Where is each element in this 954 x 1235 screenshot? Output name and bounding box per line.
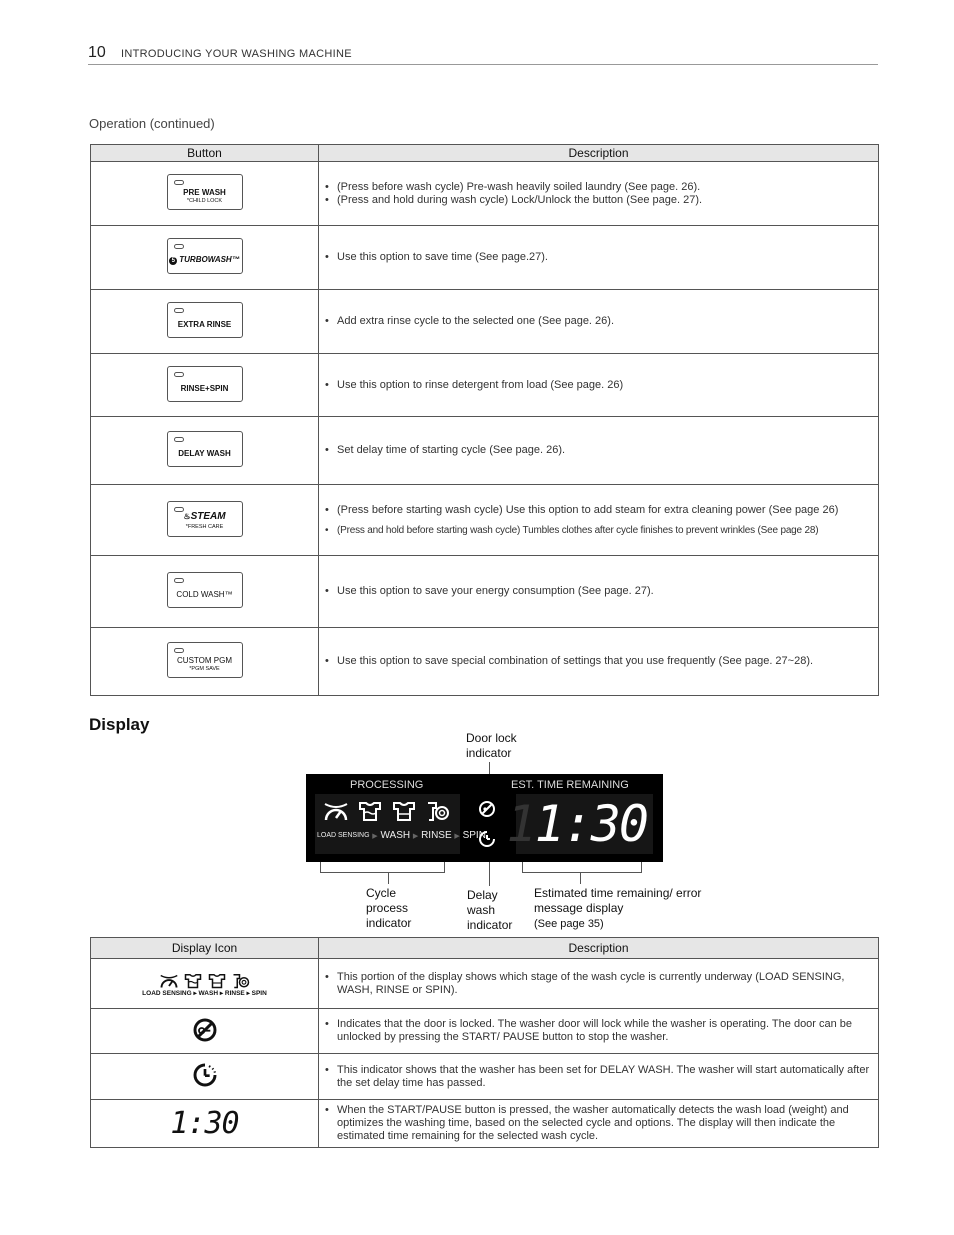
custom-pgm-button-icon	[167, 642, 243, 678]
cycle-stage-icons	[323, 798, 451, 824]
description-cell: • (Press before starting wash cycle) Use this option to add steam for extra cleaning power (See page 26) • (Press and hold before starting wash cycle) Tumbles clothes after cycle finishes to prevent wrinkles (See page 28)	[319, 485, 879, 556]
cycle-stage-icons	[91, 971, 318, 989]
description-text: Set delay time of starting cycle (See page. 26).	[337, 444, 566, 456]
description-text: This indicator shows that the washer has been set for DELAY WASH. The washer will start automatically after the set delay time has passed.	[337, 1063, 870, 1089]
wash-icon	[357, 798, 383, 824]
button-cell	[91, 417, 319, 485]
delay-leader-line	[489, 862, 490, 886]
button-label: RINSE+SPIN	[180, 383, 229, 393]
operation-subtitle: Operation (continued)	[89, 116, 215, 131]
time-leader-line	[580, 872, 581, 884]
table-row	[91, 290, 879, 354]
door-lock-icon	[193, 1018, 217, 1042]
description-cell: • This portion of the display shows which stage of the wash cycle is currently underway (LOAD SENSING, WASH, RINSE or SPIN).	[319, 959, 879, 1009]
button-sublabel: *CHILD LOCK	[186, 198, 223, 204]
description-cell: • Use this option to save time (See page.27).	[319, 226, 879, 290]
steam-icon: ♨	[183, 511, 191, 521]
led-indicator-icon	[174, 372, 184, 377]
led-indicator-icon	[174, 578, 184, 583]
led-indicator-icon	[174, 308, 184, 313]
rinse-spin-button-icon	[167, 366, 243, 402]
column-header-description: Description	[319, 145, 879, 162]
time-display-area	[506, 794, 653, 854]
load-sensing-icon	[159, 971, 179, 989]
description-cell: • Use this option to save your energy consumption (See page. 27).	[319, 556, 879, 628]
description-text: Indicates that the door is locked. The washer door will lock while the washer is operating. The door can be unlocked by pressing the START/ PAUSE button to stop the washer.	[337, 1018, 853, 1043]
icon-cell	[91, 959, 319, 1009]
est-time-callout	[534, 886, 709, 932]
button-label: STEAM	[190, 510, 226, 522]
description-text: (Press before wash cycle) Pre-wash heavily soiled laundry (See page. 26).	[337, 180, 701, 193]
est-time-page-ref: (See page 35)	[534, 918, 604, 930]
stage-spin: SPIN	[462, 830, 486, 841]
description-cell: • Add extra rinse cycle to the selected one (See page. 26).	[319, 290, 879, 354]
door-lock-callout: Door lock indicator	[466, 731, 517, 760]
spin-icon	[425, 798, 451, 824]
page-number: 10	[88, 44, 106, 61]
cycle-stage-labels: LOAD SENSING ▶ WASH ▶ RINSE ▶ SPIN	[317, 830, 486, 841]
column-header-description: Description	[319, 938, 879, 959]
display-panel	[306, 774, 663, 862]
description-text: This portion of the display shows which stage of the wash cycle is currently underway (LOAD SENSING, WASH, RINSE or SPIN).	[337, 970, 845, 996]
table-row	[91, 226, 879, 290]
wash-icon	[183, 971, 203, 989]
column-header-display-icon: Display Icon	[91, 938, 319, 959]
description-cell: • Use this option to rinse detergent from load (See page. 26)	[319, 354, 879, 417]
button-cell	[91, 290, 319, 354]
table-row	[91, 354, 879, 417]
icon-cell	[91, 1100, 319, 1148]
description-cell: • Indicates that the door is locked. The washer door will lock while the washer is operating. The door can be unlocked by pressing the START/ PAUSE button to stop the washer.	[319, 1009, 879, 1054]
stage-wash: WASH	[380, 830, 411, 841]
description-cell: • Use this option to save special combination of settings that you use frequently (See page. 27~28).	[319, 628, 879, 696]
description-cell: • When the START/PAUSE button is pressed, the washer automatically detects the wash load (weight) and optimizes the washing time, based on the selected cycle and options. The display will then indicate the estimated time remaining for the selected wash cycle.	[319, 1100, 879, 1148]
button-cell	[91, 162, 319, 226]
description-text: Add extra rinse cycle to the selected one (See page. 26).	[337, 315, 614, 327]
operation-table	[90, 144, 879, 696]
delay-wash-button-icon	[167, 431, 243, 467]
delay-wash-icon	[478, 830, 496, 848]
spin-icon	[231, 971, 251, 989]
description-text: Use this option to save your energy consumption (See page. 27).	[337, 585, 654, 597]
time-digits-icon: 1:30	[170, 1106, 239, 1141]
description-text: Use this option to save time (See page.27).	[337, 251, 548, 263]
table-row	[91, 417, 879, 485]
table-row	[91, 959, 879, 1009]
table-row	[91, 1009, 879, 1054]
description-cell: • Set delay time of starting cycle (See page. 26).	[319, 417, 879, 485]
led-indicator-icon	[174, 244, 184, 249]
inactive-digit: 1	[506, 795, 535, 853]
icon-cell	[91, 1054, 319, 1100]
load-sensing-icon	[323, 798, 349, 824]
button-sublabel: *FRESH CARE	[185, 523, 224, 530]
description-text: (Press and hold during wash cycle) Lock/Unlock the button (See page. 27).	[337, 193, 703, 206]
delay-timer-icon	[193, 1063, 217, 1087]
processing-label: PROCESSING	[350, 779, 424, 791]
table-row	[91, 628, 879, 696]
description-text: (Press before starting wash cycle) Use this option to add steam for extra cleaning power (See page 26)	[337, 503, 839, 516]
display-icon-table	[90, 937, 879, 1148]
turbowash-logo-icon: 5	[169, 257, 177, 265]
door-lock-icon	[478, 800, 496, 818]
led-indicator-icon	[174, 437, 184, 442]
extra-rinse-button-icon	[167, 302, 243, 338]
est-time-callout-text: Estimated time remaining/ error message display	[534, 886, 702, 915]
time-value: 1:30	[534, 795, 647, 853]
button-sublabel: *PGM SAVE	[189, 666, 220, 672]
rinse-icon	[207, 971, 227, 989]
pre-wash-button-icon	[167, 174, 243, 210]
icon-cell	[91, 1009, 319, 1054]
table-row	[91, 162, 879, 226]
table-row	[91, 556, 879, 628]
button-label: EXTRA RINSE	[177, 320, 232, 329]
button-label: PRE WASH	[183, 188, 226, 197]
time-bracket	[522, 862, 642, 873]
stage-load-sensing: LOAD SENSING	[317, 831, 370, 839]
button-label: COLD WASH™	[176, 590, 233, 599]
turbowash-button-icon	[167, 238, 243, 274]
column-header-button: Button	[91, 145, 319, 162]
stage-rinse: RINSE	[421, 830, 452, 841]
delay-wash-callout: Delay wash indicator	[467, 888, 513, 932]
steam-button-icon	[167, 501, 243, 537]
description-cell: • (Press before wash cycle) Pre-wash heavily soiled laundry (See page. 26). • (Press and hold during wash cycle) Lock/Unlock the button (See page. 27).	[319, 162, 879, 226]
button-cell	[91, 354, 319, 417]
display-section-title: Display	[89, 715, 150, 734]
description-text: Use this option to save special combination of settings that you use frequently (See page. 27~28).	[337, 655, 814, 667]
cycle-process-callout: Cycle process indicator	[366, 886, 412, 930]
rinse-icon	[391, 798, 417, 824]
button-label: CUSTOM PGM	[177, 656, 232, 665]
section-title: INTRODUCING YOUR WASHING MACHINE	[121, 48, 352, 60]
led-indicator-icon	[174, 648, 184, 653]
button-label: DELAY WASH	[178, 449, 231, 458]
cycle-leader-line	[388, 872, 389, 884]
table-header-row	[91, 145, 879, 162]
table-header-row	[91, 938, 879, 959]
cycle-process-area	[315, 794, 486, 854]
button-cell	[91, 485, 319, 556]
cycle-stage-labels: LOAD SENSING ▸ WASH ▸ RINSE ▸ SPIN	[142, 989, 267, 997]
button-cell	[91, 226, 319, 290]
button-cell	[91, 628, 319, 696]
cold-wash-button-icon	[167, 572, 243, 608]
led-indicator-icon	[174, 180, 184, 185]
time-remaining-digits	[506, 794, 647, 854]
est-time-label: EST. TIME REMAINING	[511, 779, 629, 791]
description-text: When the START/PAUSE button is pressed, the washer automatically detects the wash load (weight) and optimizes the washing time, based on the selected cycle and options. The display will then indicate the estimated time remaining for the selected wash cycle.	[337, 1104, 849, 1142]
cycle-bracket	[320, 862, 445, 873]
table-row	[91, 1054, 879, 1100]
table-row	[91, 485, 879, 556]
button-cell	[91, 556, 319, 628]
table-row	[91, 1100, 879, 1148]
description-text: (Press and hold before starting wash cycle) Tumbles clothes after cycle finishes to prevent wrinkles (See page 28)	[337, 524, 819, 536]
button-label: TURBOWASH™	[179, 255, 240, 264]
page-header	[88, 44, 878, 65]
description-text: Use this option to rinse detergent from load (See page. 26)	[337, 378, 624, 391]
description-cell: • This indicator shows that the washer has been set for DELAY WASH. The washer will start automatically after the set delay time has passed.	[319, 1054, 879, 1100]
